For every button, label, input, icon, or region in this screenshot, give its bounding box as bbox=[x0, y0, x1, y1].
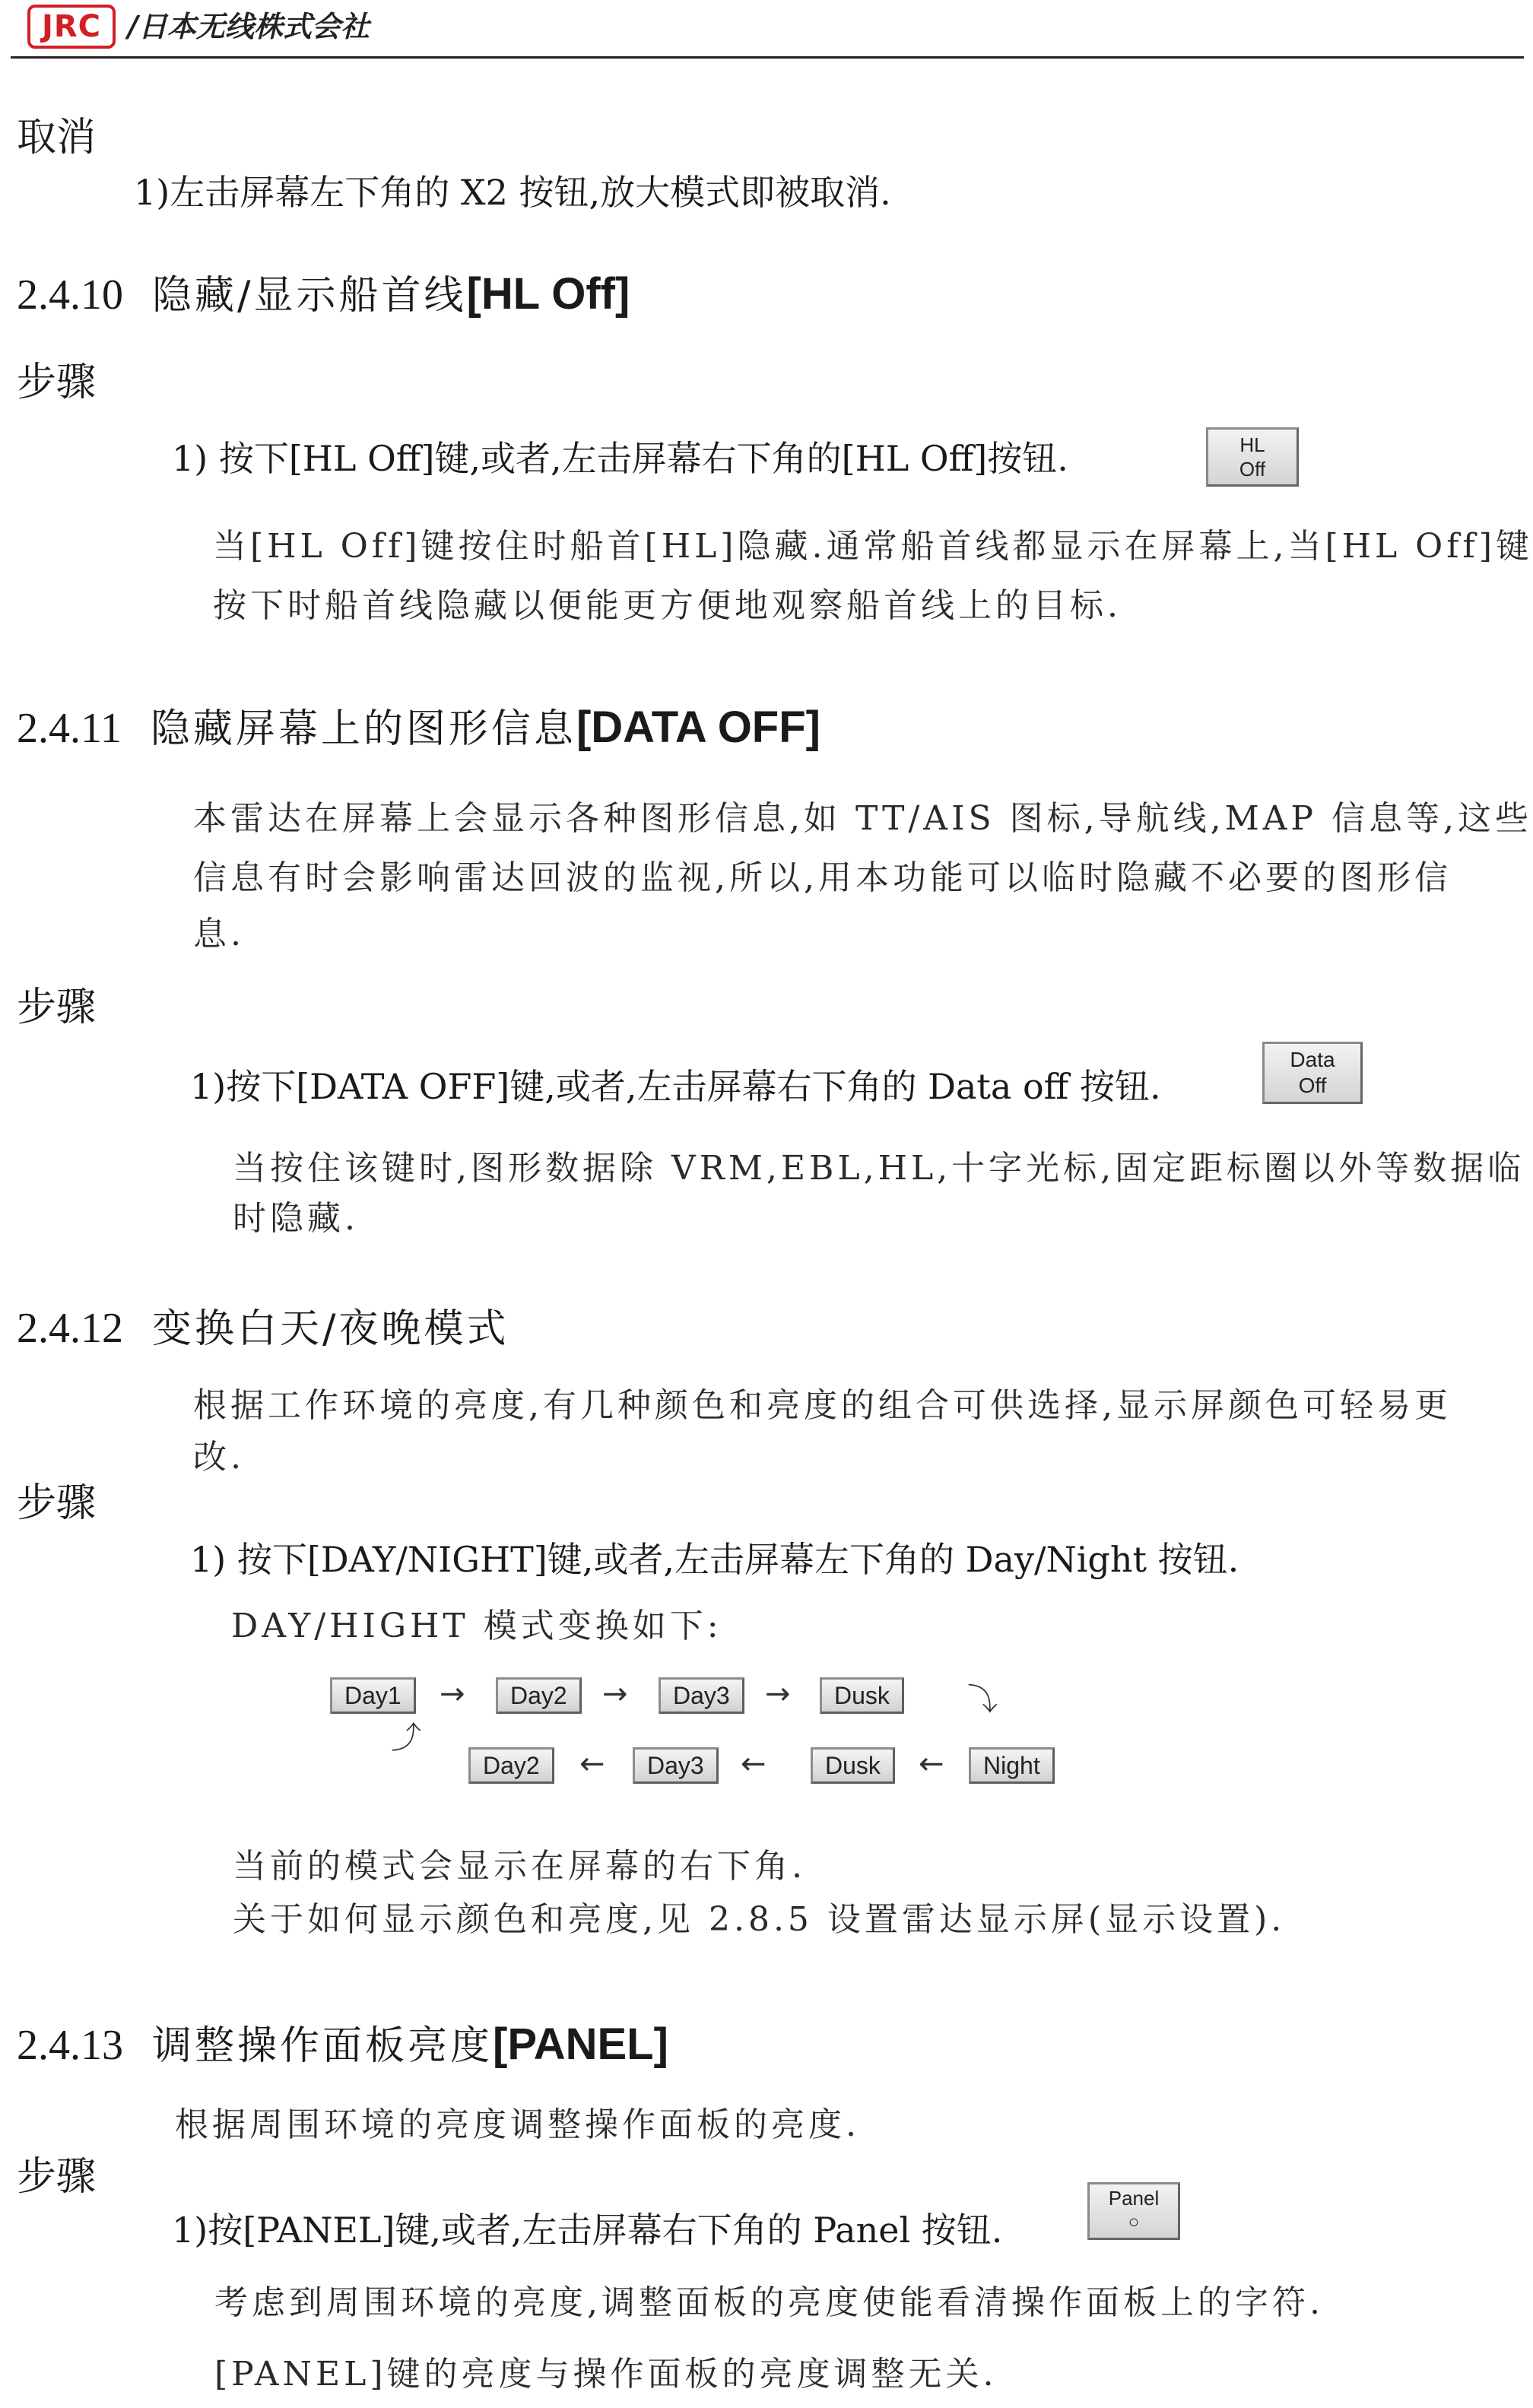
mode-dusk-button[interactable]: Dusk bbox=[820, 1677, 904, 1714]
section-2-4-12-heading bbox=[17, 1302, 509, 1356]
s12-intro-line-2: 改. bbox=[193, 1438, 245, 1477]
mode-day3-button[interactable]: Day3 bbox=[659, 1677, 744, 1714]
mode-day2-button[interactable]: Day2 bbox=[468, 1747, 554, 1784]
mode-day1-button[interactable]: Day1 bbox=[330, 1677, 416, 1714]
s12-intro-line-1: 根据工作环境的亮度,有几种颜色和亮度的组合可供选择,显示屏颜色可轻易更 bbox=[193, 1386, 1452, 1425]
mode-day2-button[interactable]: Day2 bbox=[496, 1677, 582, 1714]
data-off-button[interactable] bbox=[1262, 1042, 1363, 1104]
mode-dusk-button[interactable]: Dusk bbox=[811, 1747, 895, 1784]
s10-desc-line-1: 当[HL Off]键按住时船首[HL]隐藏.通常船首线都显示在屏幕上,当[HL Off]键 bbox=[213, 527, 1533, 566]
hl-off-button-line1: HL bbox=[1239, 433, 1265, 456]
s11-step-1: 1)按下[DATA OFF]键,或者,左击屏幕右下角的 Data off 按钮. bbox=[190, 1066, 1161, 1107]
s13-step-1: 1)按[PANEL]键,或者,左击屏幕右下角的 Panel 按钮. bbox=[172, 2210, 1003, 2251]
section-title: 隐藏/显示船首线 bbox=[152, 273, 467, 319]
section-number: 2.4.11 bbox=[17, 705, 122, 752]
panel-button[interactable] bbox=[1087, 2182, 1180, 2240]
s11-intro-line-2: 信息有时会影响雷达回波的监视,所以,用本功能可以临时隐藏不必要的图形信 bbox=[193, 858, 1452, 897]
s11-intro-line-1: 本雷达在屏幕上会显示各种图形信息,如 TT/AIS 图标,导航线,MAP 信息等,这些 bbox=[193, 799, 1532, 838]
steps-label: 步骤 bbox=[17, 2154, 97, 2200]
s12-cycle-intro: DAY/HIGHT 模式变换如下: bbox=[231, 1607, 722, 1645]
arrow-right-icon: → bbox=[602, 1677, 628, 1712]
turn-up-arrow-icon: ⤴ bbox=[391, 1721, 421, 1756]
s11-intro-line-3: 息. bbox=[193, 915, 245, 953]
panel-dial-icon: ○ bbox=[1128, 2212, 1140, 2232]
s11-desc-line-2: 时隐藏. bbox=[233, 1199, 359, 1238]
section-2-4-13-heading bbox=[17, 2018, 668, 2073]
section-title: 变换白天/夜晚模式 bbox=[152, 1306, 509, 1352]
arrow-right-icon: → bbox=[440, 1677, 465, 1712]
s12-note-line-1: 当前的模式会显示在屏幕的右下角. bbox=[233, 1847, 806, 1886]
s10-desc-line-2: 按下时船首线隐藏以便能更方便地观察船首线上的目标. bbox=[213, 586, 1122, 625]
cancel-heading: 取消 bbox=[17, 115, 97, 160]
section-key: [DATA OFF] bbox=[576, 703, 820, 752]
cancel-step-1: 1)左击屏幕左下角的 X2 按钮,放大模式即被取消. bbox=[134, 172, 891, 213]
header-divider bbox=[11, 56, 1524, 59]
s12-step-1: 1) 按下[DAY/NIGHT]键,或者,左击屏幕左下角的 Day/Night 按钮. bbox=[190, 1539, 1239, 1580]
section-2-4-11-heading bbox=[17, 701, 820, 756]
section-title: 调整操作面板亮度 bbox=[152, 2023, 494, 2069]
steps-label: 步骤 bbox=[17, 1480, 97, 1526]
jrc-logo: JRC bbox=[27, 5, 116, 49]
hl-off-button[interactable] bbox=[1206, 427, 1299, 487]
panel-button-line1: Panel bbox=[1108, 2187, 1160, 2210]
data-off-button-line1: Data bbox=[1290, 1048, 1335, 1071]
section-number: 2.4.12 bbox=[17, 1305, 123, 1352]
s13-desc-line-2: [PANEL]键的亮度与操作面板的亮度调整无关. bbox=[214, 2355, 998, 2394]
s13-intro: 根据周围环境的亮度调整操作面板的亮度. bbox=[175, 2105, 860, 2144]
s12-note-line-2: 关于如何显示颜色和亮度,见 2.8.5 设置雷达显示屏(显示设置). bbox=[233, 1900, 1286, 1939]
section-key: [HL Off] bbox=[466, 269, 630, 319]
s11-desc-line-1: 当按住该键时,图形数据除 VRM,EBL,HL,十字光标,固定距标圈以外等数据临 bbox=[233, 1149, 1525, 1188]
arrow-left-icon: ← bbox=[579, 1747, 605, 1781]
arrow-left-icon: ← bbox=[741, 1747, 766, 1781]
steps-label: 步骤 bbox=[17, 985, 97, 1030]
s13-desc-line-1: 考虑到周围环境的亮度,调整面板的亮度使能看清操作面板上的字符. bbox=[214, 2283, 1324, 2322]
section-key: [PANEL] bbox=[493, 2019, 668, 2069]
section-2-4-10-heading bbox=[17, 268, 630, 322]
section-title: 隐藏屏幕上的图形信息 bbox=[150, 706, 576, 752]
section-number: 2.4.10 bbox=[17, 271, 123, 319]
turn-down-arrow-icon: ⤵ bbox=[967, 1683, 998, 1718]
arrow-right-icon: → bbox=[765, 1677, 791, 1712]
mode-day3-button[interactable]: Day3 bbox=[633, 1747, 719, 1784]
arrow-left-icon: ← bbox=[919, 1747, 944, 1781]
section-number: 2.4.13 bbox=[17, 2022, 123, 2069]
mode-night-button[interactable]: Night bbox=[969, 1747, 1055, 1784]
hl-off-button-line2: Off bbox=[1239, 458, 1266, 481]
data-off-button-line2: Off bbox=[1298, 1074, 1327, 1097]
s10-step-1: 1) 按下[HL Off]键,或者,左击屏幕右下角的[HL Off]按钮. bbox=[172, 438, 1068, 479]
steps-label: 步骤 bbox=[17, 360, 97, 405]
company-name: /日本无线株式会社 bbox=[128, 10, 370, 43]
